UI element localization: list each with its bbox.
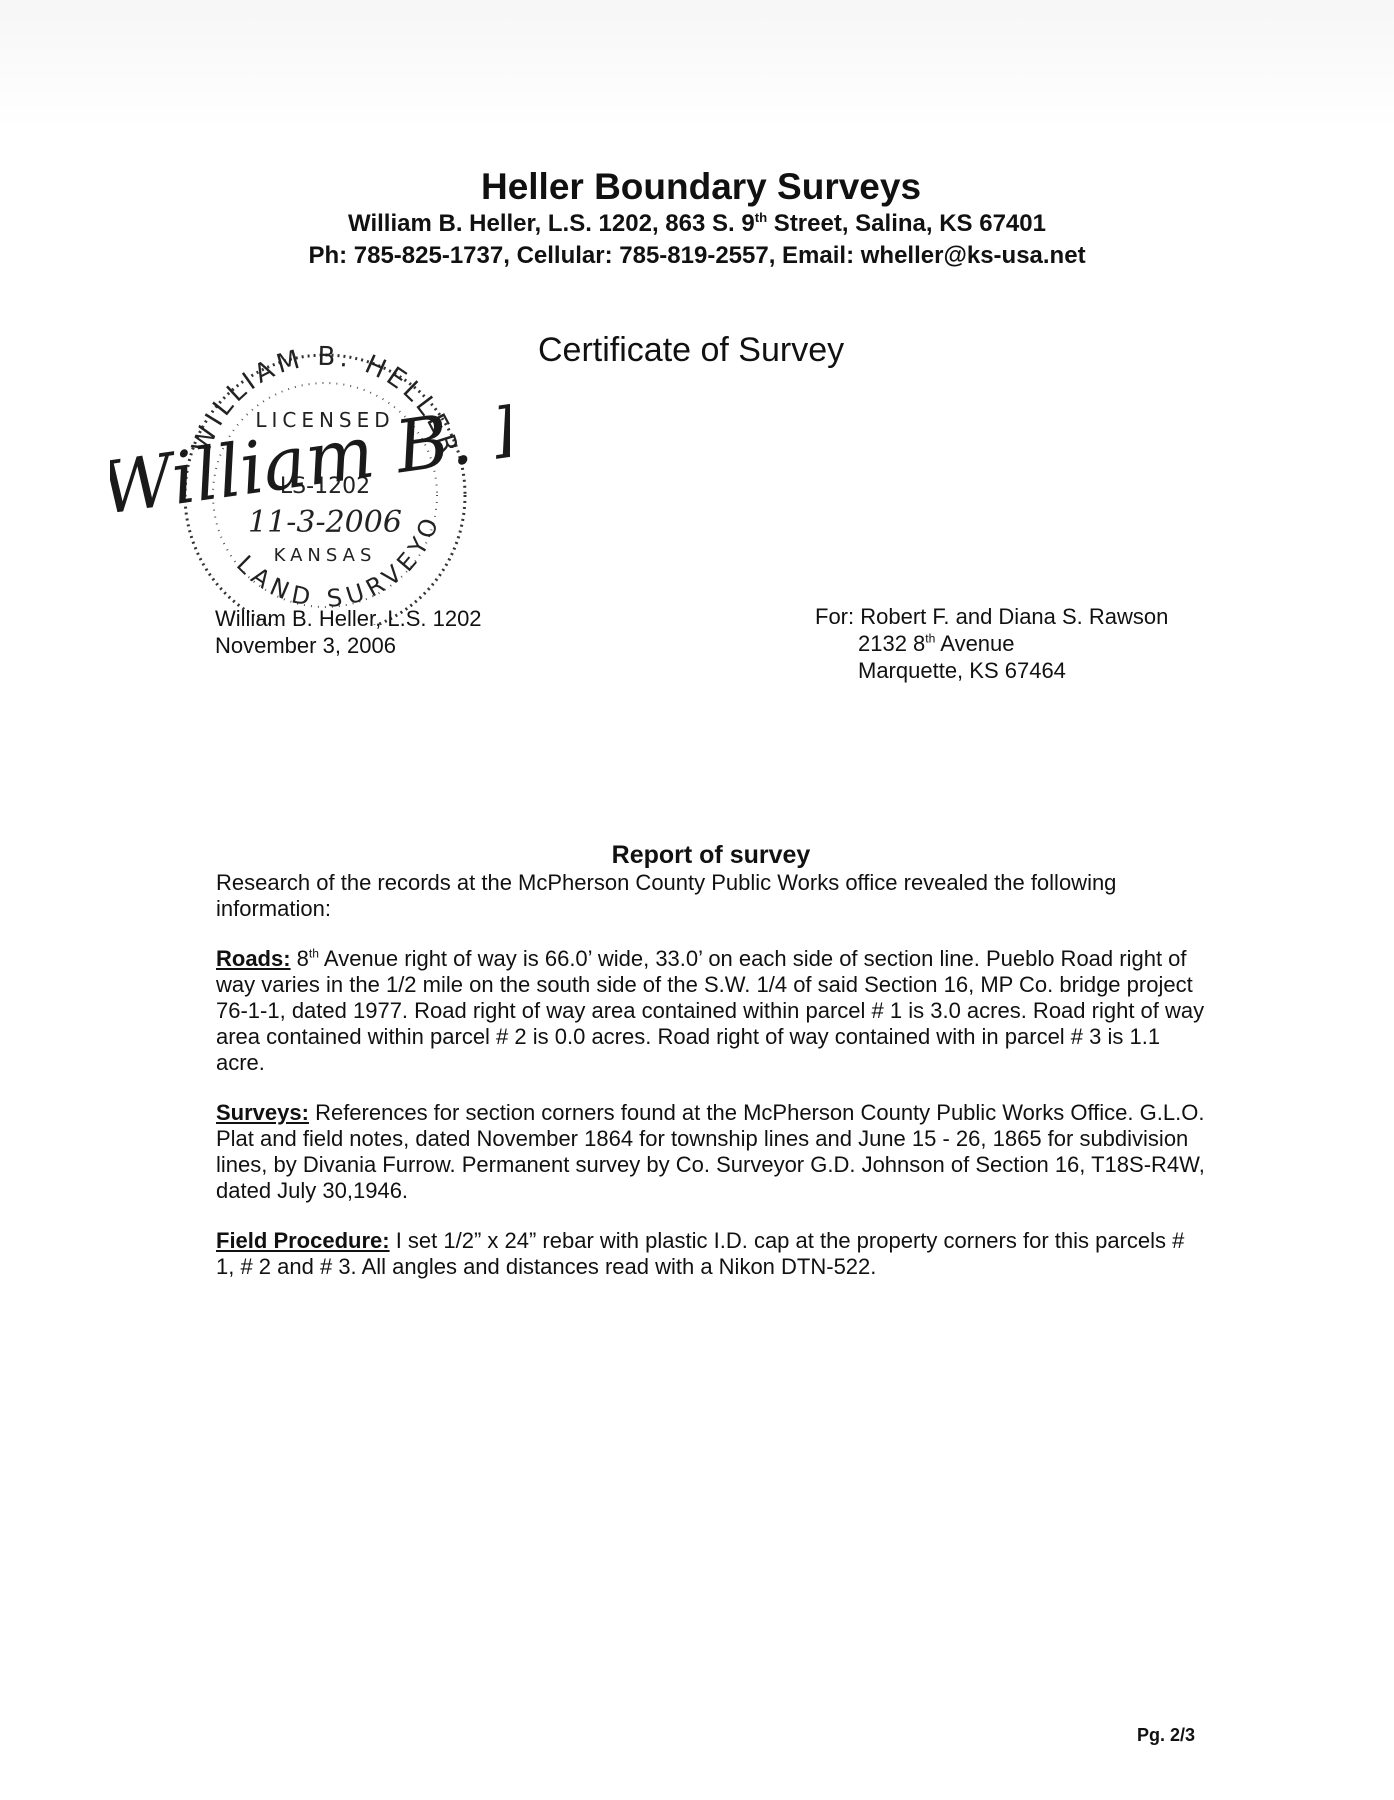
surveys-label: Surveys: — [216, 1100, 309, 1125]
report-title: Report of survey — [611, 841, 811, 869]
client-block — [815, 603, 1168, 684]
surveys-paragraph: Surveys: References for section corners found at the McPherson County Public Works Office. G.L.O. Plat and field notes, dated November 1864 for township lines and June 15 - 26, 1865 for subdivision lines, by Divania Furrow. Permanent survey by Co. Surveyor G.D. Johnson of Section 16, T18S-R4W, dated July 30,1946. — [216, 1100, 1205, 1203]
client-city: Marquette, KS 67464 — [858, 658, 1066, 683]
letterhead — [0, 166, 1394, 272]
roads-paragraph: Roads: 8th Avenue right of way is 66.0’ wide, 33.0’ on each side of section line. Pueblo Road right of way varies in the 1/2 mile on the south side of the S.W. 1/4 of said Section 16, MP Co. bridge project 76-1-1, dated 1977. Road right of way area contained within parcel # 1 is 3.0 acres. Road right of way area contained within parcel # 2 is 0.0 acres. Road right of way contained with in parcel # 3 is 1.1 acre. — [216, 946, 1205, 1075]
svg-text:LAND SURVEYOR: LAND SURVEYO — [231, 509, 446, 613]
company-name: Heller Boundary Surveys — [480, 166, 922, 207]
contact-line: Ph: 785-825-1737, Cellular: 785-819-2557, Email: wheller@ks-usa.net — [308, 242, 1086, 269]
report-section — [216, 840, 1206, 1304]
address-line: William B. Heller, L.S. 1202, 863 S. 9th Street, Salina, KS 67401 — [348, 210, 1046, 237]
svg-text:KANSAS: KANSAS — [273, 545, 377, 566]
svg-text:11-3-2006: 11-3-2006 — [248, 505, 402, 540]
surveyor-seal-and-signature — [110, 335, 510, 625]
surveyor-block — [215, 605, 482, 659]
svg-text:William B. Heller: William B. Heller — [110, 360, 510, 531]
surveyor-name: William B. Heller, L.S. 1202 — [215, 606, 482, 631]
survey-date: November 3, 2006 — [215, 633, 396, 658]
svg-text:WILLIAM B. HELLER: WILLIAM B. HELLER — [186, 341, 465, 461]
page-number: Pg. 2/3 — [1137, 1725, 1196, 1745]
svg-text:LICENSED: LICENSED — [255, 408, 395, 432]
roads-label: Roads: — [216, 946, 291, 971]
field-procedure-paragraph: Field Procedure: I set 1/2” x 24” rebar with plastic I.D. cap at the property corners for this parcels # 1, # 2 and # 3. All angles and distances read with a Nikon DTN-522. — [216, 1228, 1185, 1279]
certificate-title: Certificate of Survey — [538, 331, 845, 369]
svg-text:LS-1202: LS-1202 — [279, 474, 371, 499]
scan-shading — [0, 0, 1394, 130]
client-name: For: Robert F. and Diana S. Rawson — [815, 604, 1169, 629]
client-street: 2132 8th Avenue — [858, 631, 1015, 656]
field-procedure-label: Field Procedure: — [216, 1228, 390, 1253]
report-intro: Research of the records at the McPherson County Public Works office revealed the following information: — [216, 870, 1117, 921]
